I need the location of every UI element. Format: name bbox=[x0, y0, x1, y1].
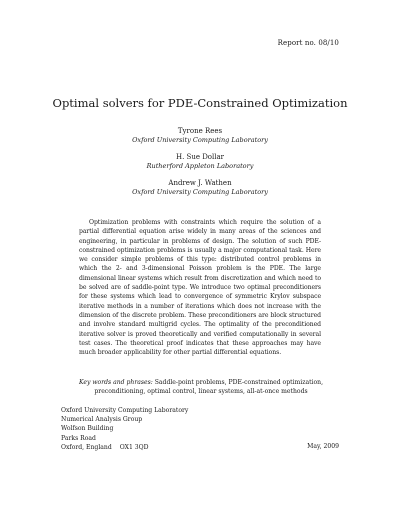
address-line: Parks Road bbox=[61, 434, 96, 442]
author-affiliation: Rutherford Appleton Laboratory bbox=[146, 162, 254, 170]
paper-title: Optimal solvers for PDE-Constrained Optimization bbox=[52, 96, 348, 110]
report-number: Report no. 08/10 bbox=[277, 39, 339, 47]
address-city-line bbox=[61, 443, 188, 452]
author-name: Andrew J. Wathen bbox=[168, 179, 232, 187]
author-block bbox=[0, 153, 400, 171]
abstract: Optimization problems with constraints which require the solution of a partial differential equation arise widely in many areas of the sciences and engineering, in particular in problems of design. The solution of such PDE-constrained optimization problems is usually a major computational task. Here we consider simple problems of this type: distributed control problems in which the 2- and 3-dimensional Poisson problem is the PDE. The large dimensional linear systems which result from discretization and which need to be solved are of saddle-point type. We introduce two optimal preconditioners for these systems which lead to convergence of symmetric Krylov subspace iterative methods in a number of iterations which does not increase with the dimension of the discrete problem. These preconditioners are block structured and involve standard multigrid cycles. The optimality of the preconditioned iterative solver is proved theoretically and verified computationally in several test cases. The theoretical proof indicates that these approaches may have much broader applicability for other partial differential equations. bbox=[79, 219, 321, 357]
author-name: Tyrone Rees bbox=[177, 127, 223, 135]
author-name: H. Sue Dollar bbox=[175, 153, 225, 161]
address-line: Wolfson Building bbox=[61, 425, 114, 433]
address-line: Numerical Analysis Group bbox=[61, 416, 143, 424]
author-affiliation: Oxford University Computing Laboratory bbox=[132, 188, 268, 196]
keywords bbox=[61, 378, 341, 397]
keywords-text: Saddle-point problems, PDE-constrained optimization, preconditioning, optimal control, linear systems, all-at-once methods bbox=[94, 379, 324, 396]
author-block bbox=[0, 179, 400, 197]
address-city: Oxford, England bbox=[61, 443, 112, 451]
report-date: May, 2009 bbox=[307, 443, 339, 450]
address-line: Oxford University Computing Laboratory bbox=[61, 407, 189, 414]
author-block bbox=[0, 127, 400, 145]
address-postcode: OX1 3QD bbox=[119, 443, 149, 451]
institution-address bbox=[61, 406, 188, 452]
keywords-label: Key words and phrases: bbox=[78, 379, 153, 386]
author-list bbox=[0, 127, 400, 205]
author-affiliation: Oxford University Computing Laboratory bbox=[132, 136, 268, 144]
